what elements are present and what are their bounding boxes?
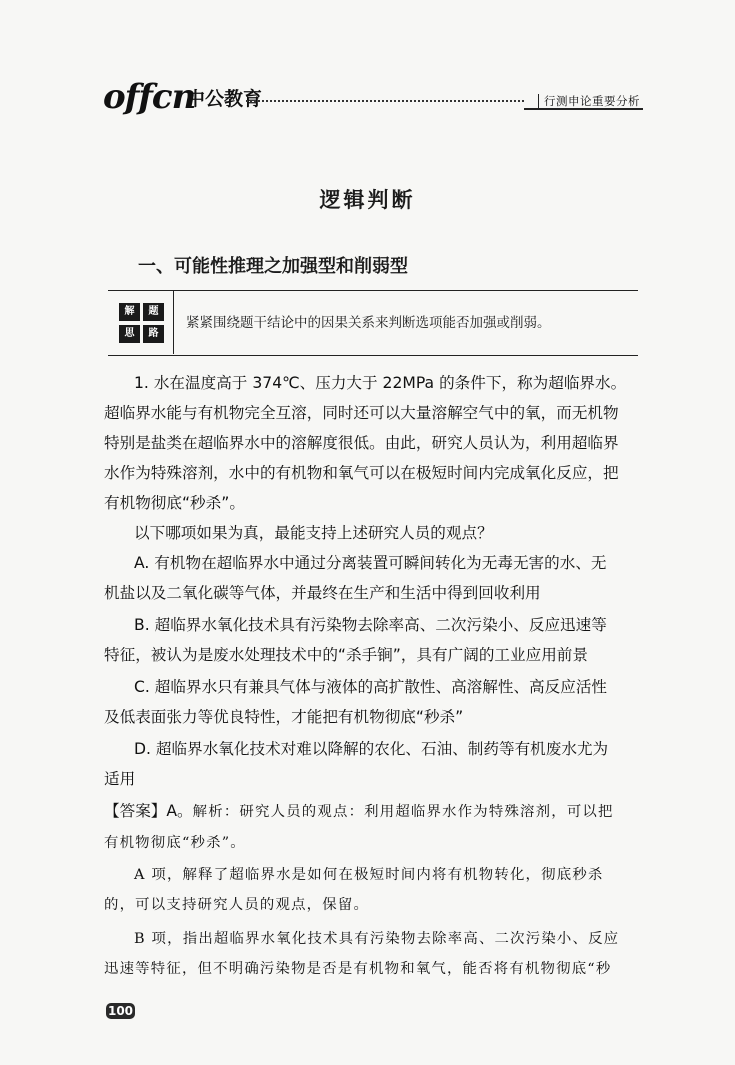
header-dotted-rule xyxy=(246,100,524,102)
question-stem-line: 超临界水能与有机物完全互溶，同时还可以大量溶解空气中的氧，而无机物 xyxy=(104,404,619,422)
option-c-line: 及低表面张力等优良特性，才能把有机物彻底“秒杀” xyxy=(104,708,464,726)
answer-analysis-line: 迅速等特征，但不明确污染物是否是有机物和氧气，能否将有机物彻底“秒 xyxy=(104,961,612,977)
answer-analysis-line: B 项，指出超临界水氧化技术具有污染物去除率高、二次污染小、反应 xyxy=(134,931,620,947)
option-b-line: B. 超临界水氧化技术具有污染物去除率高、二次污染小、反应迅速等 xyxy=(134,616,607,634)
option-a-line: 机盐以及二氧化碳等气体，并最终在生产和生活中得到回收利用 xyxy=(104,584,541,602)
answer-analysis-line: 有机物彻底“秒杀”。 xyxy=(104,835,246,851)
tip-badge-char: 路 xyxy=(143,325,164,343)
answer-analysis-line: 的，可以支持研究人员的观点，保留。 xyxy=(104,897,370,913)
option-d-line: 适用 xyxy=(104,770,136,788)
tip-badge-char: 思 xyxy=(119,325,140,343)
answer-analysis: 解析：研究人员的观点：利用超临界水作为特殊溶剂，可以把 xyxy=(192,804,614,820)
page-title: 逻辑判断 xyxy=(319,188,416,212)
tip-badge-char: 解 xyxy=(119,303,140,321)
tip-badge-char: 题 xyxy=(143,303,164,321)
answer-analysis-line: A 项，解释了超临界水是如何在极短时间内将有机物转化，彻底秒杀 xyxy=(134,867,604,883)
option-d-line: D. 超临界水氧化技术对难以降解的农化、石油、制药等有机废水尤为 xyxy=(134,740,609,758)
option-a-line: A. 有机物在超临界水中通过分离装置可瞬间转化为无毒无害的水、无 xyxy=(134,554,607,572)
tip-divider xyxy=(173,290,174,354)
answer-label: 【答案】 xyxy=(104,802,167,820)
brand-logo-latin: offcn xyxy=(103,77,196,117)
header-title: 行测申论重要分析 xyxy=(544,94,640,108)
option-c-line: C. 超临界水只有兼具气体与液体的高扩散性、高溶解性、高反应活性 xyxy=(134,678,608,696)
question-stem-line: 1. 水在温度高于 374℃、压力大于 22MPa 的条件下，称为超临界水。 xyxy=(134,374,627,392)
question-stem-line: 有机物彻底“秒杀”。 xyxy=(104,494,245,512)
answer-line xyxy=(104,800,614,823)
brand-logo-chinese: 中公教育 xyxy=(186,88,263,110)
question-stem-line: 特别是盐类在超临界水中的溶解度很低。由此，研究人员认为，利用超临界 xyxy=(104,434,619,452)
page-number: 100 xyxy=(107,1004,134,1018)
option-b-line: 特征，被认为是废水处理技术中的“杀手锏”，具有广阔的工业应用前景 xyxy=(104,646,588,664)
question-prompt: 以下哪项如果为真，最能支持上述研究人员的观点？ xyxy=(134,524,493,542)
answer-letter: A。 xyxy=(166,802,193,820)
tip-text: 紧紧围绕题干结论中的因果关系来判断选项能否加强或削弱。 xyxy=(186,315,551,331)
question-stem-line: 水作为特殊溶剂，水中的有机物和氧气可以在极短时间内完成氧化反应，把 xyxy=(104,464,619,482)
section-title: 一、可能性推理之加强型和削弱型 xyxy=(138,256,408,277)
